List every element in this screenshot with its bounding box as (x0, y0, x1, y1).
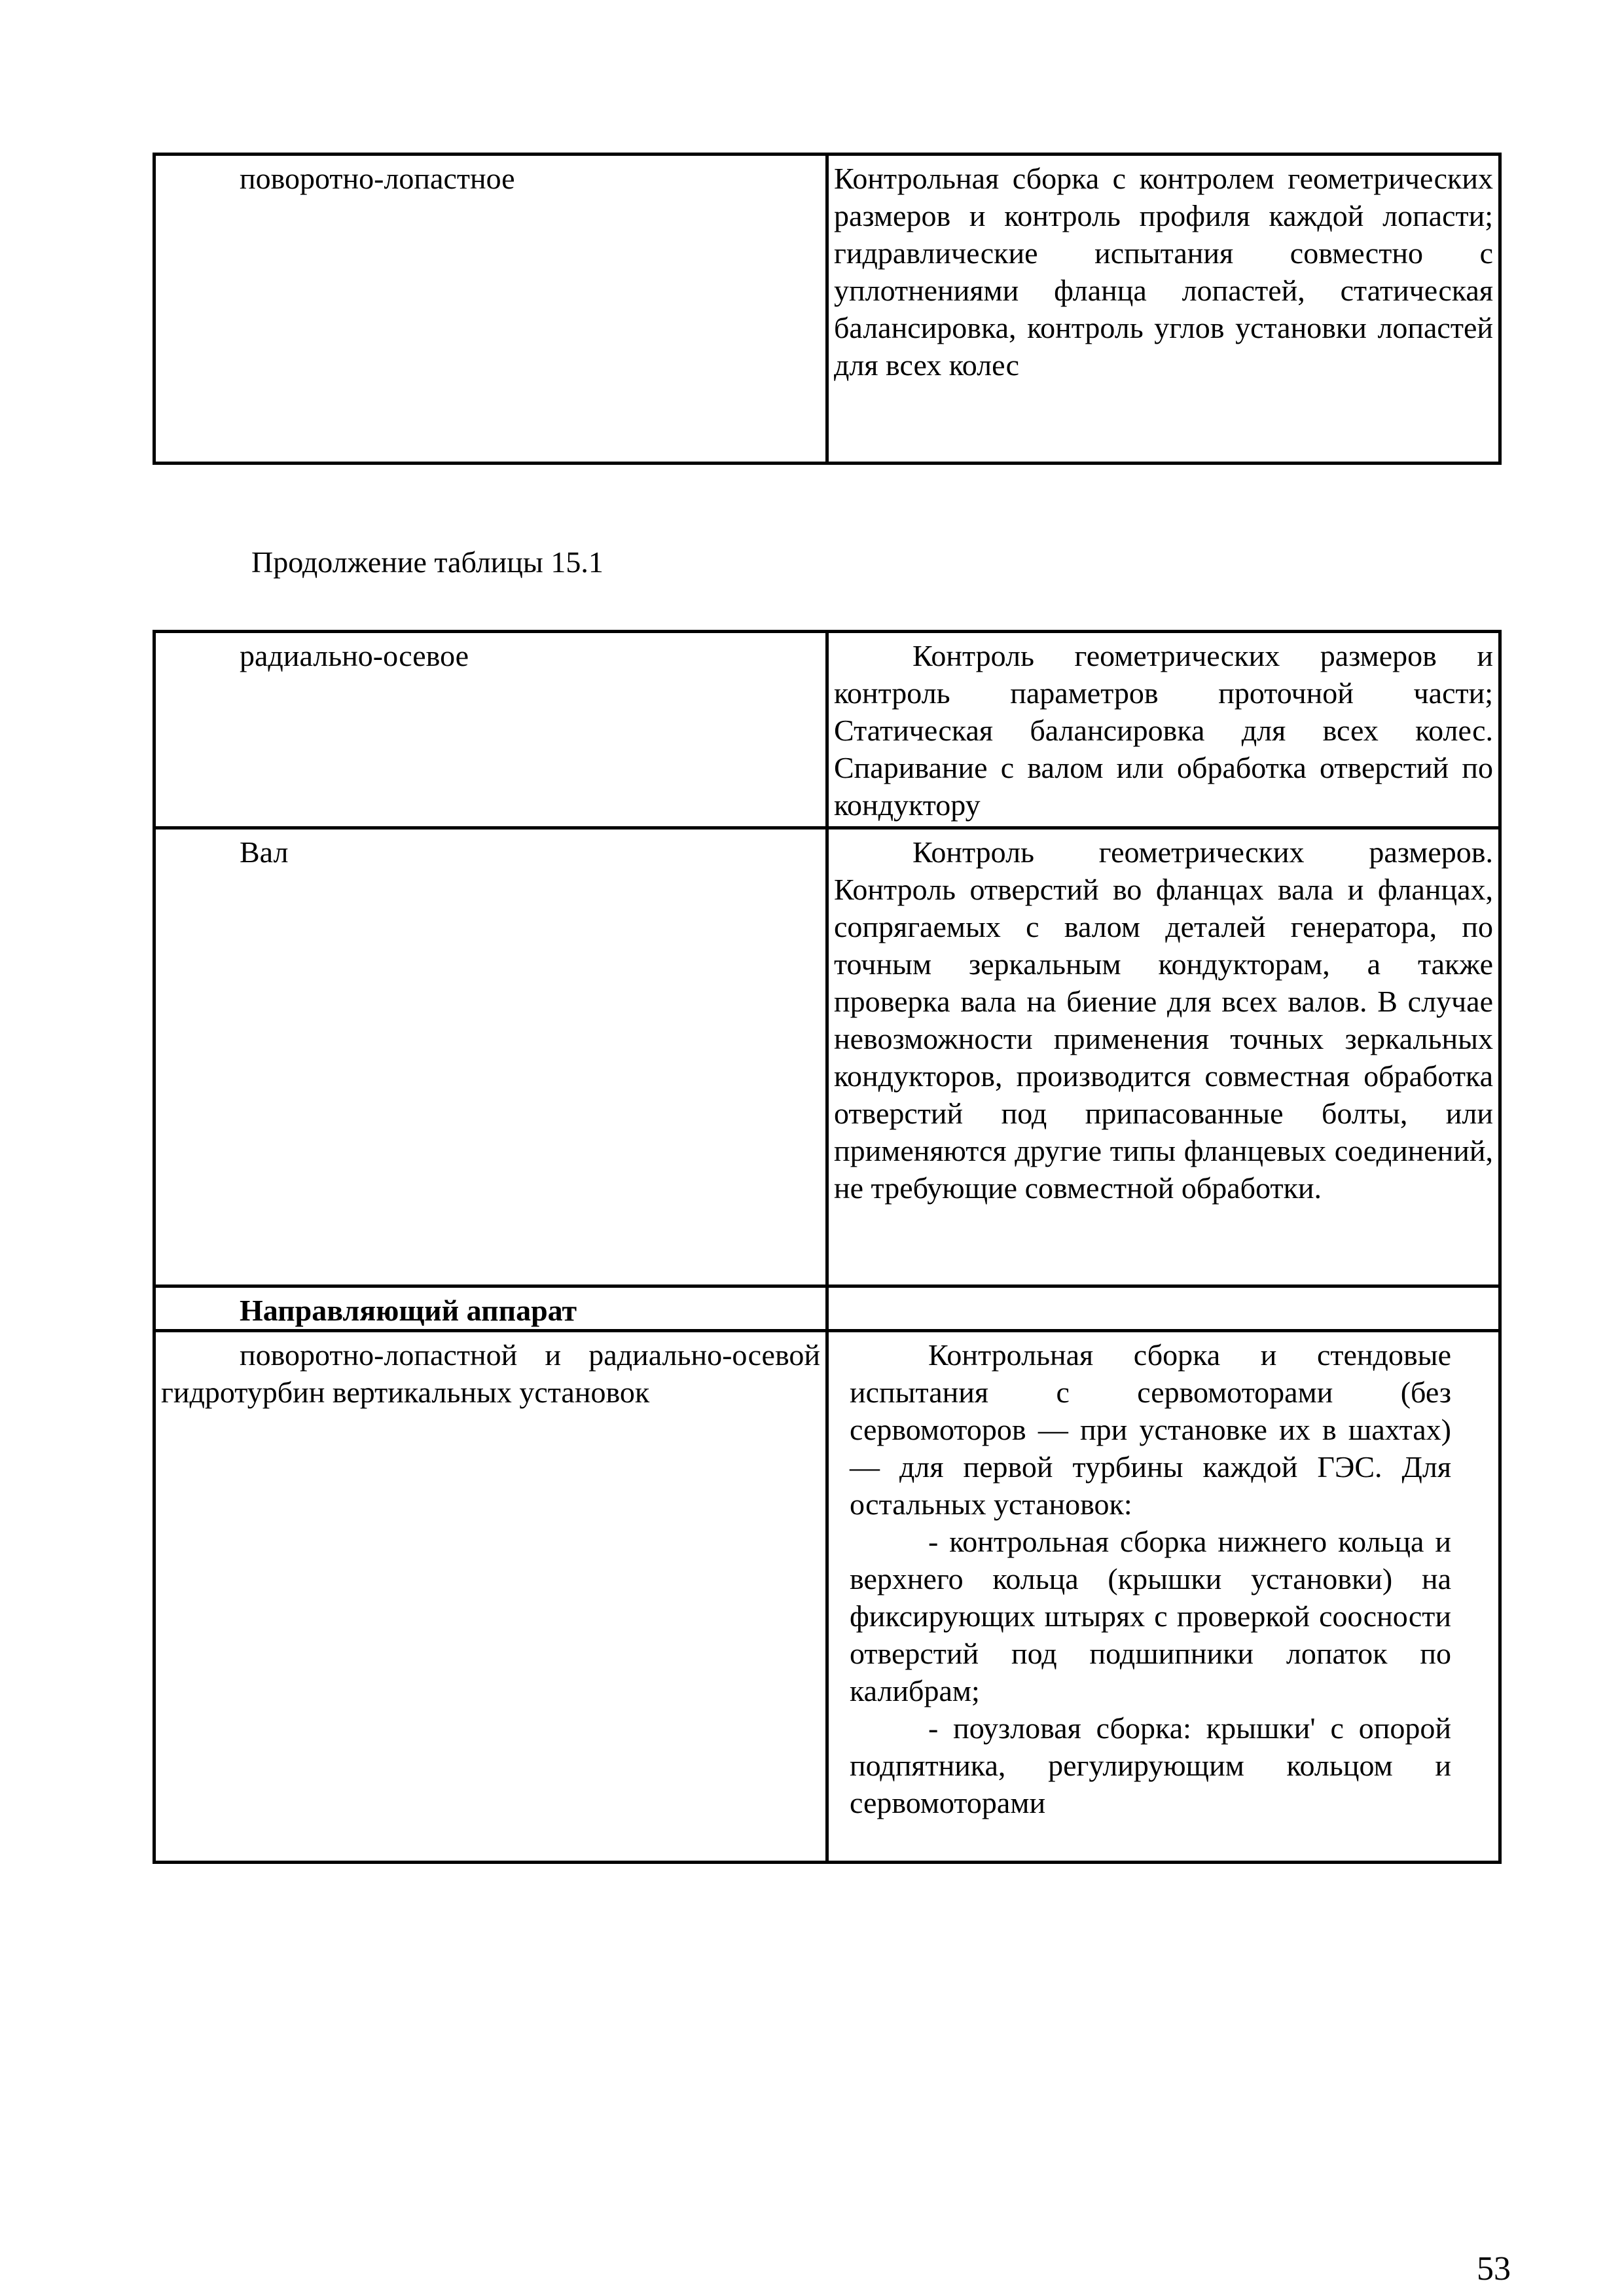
table-cell-requirements (827, 1331, 1500, 1863)
table-caption: Продолжение таблицы 15.1 (251, 545, 604, 579)
table-cell-requirements: Контрольная сборка с контролем геометрических размеров и контроль профиля каждой лопасти; гидравлические испытания совместно с уплотнениями фланца лопастей, статическая балансировка, контроль углов установки лопастей для всех колес (827, 155, 1500, 464)
section-heading-cell: Направляющий аппарат (154, 1286, 827, 1331)
table-cell-component: поворотно-лопастное (154, 155, 827, 464)
table-cell-empty (827, 1286, 1500, 1331)
table-cell-component: поворотно-лопастной и радиально-осевой гидротурбин вертикальных установок (154, 1331, 827, 1863)
table-top (153, 153, 1502, 465)
table-row (154, 828, 1500, 1286)
page-number: 53 (1477, 2250, 1511, 2287)
table-cell-component: радиально-осевое (154, 632, 827, 828)
requirements-paragraph: - контрольная сборка нижнего кольца и верхнего кольца (крышки установки) на фиксирующих штырях с проверкой соосности отверстий под подшипники лопаток по калибрам; (850, 1525, 1451, 1707)
table-row (154, 155, 1500, 464)
table-cell-component: Вал (154, 828, 827, 1286)
requirements-paragraph: - поузловая сборка: крышки' с опорой подпятника, регулирующим кольцом и сервомоторами (850, 1711, 1451, 1819)
table-cell-requirements: Контроль геометрических размеров. Контроль отверстий во фланцах вала и фланцах, сопрягаемых с валом деталей генератора, по точным зеркальным кондукторам, а также проверка вала на биение для всех валов. В случае невозможности применения точных зеркальных кондукторов, производится совместная обработка отверстий под припасованные болты, или применяются другие типы фланцевых соединений, не требующие совместной обработки. (827, 828, 1500, 1286)
table-cell-requirements: Контроль геометрических размеров и контроль параметров проточной части; Статическая балансировка для всех колес. Спаривание с валом или обработка отверстий по кондуктору (827, 632, 1500, 828)
table-row (154, 1286, 1500, 1331)
requirements-paragraph: Контрольная сборка и стендовые испытания с сервомоторами (без сервомоторов — при установке их в шахтах) — для первой турбины каждой ГЭС. Для остальных установок: (850, 1338, 1451, 1521)
table-row (154, 632, 1500, 828)
table-main (153, 630, 1502, 1864)
table-row (154, 1331, 1500, 1863)
